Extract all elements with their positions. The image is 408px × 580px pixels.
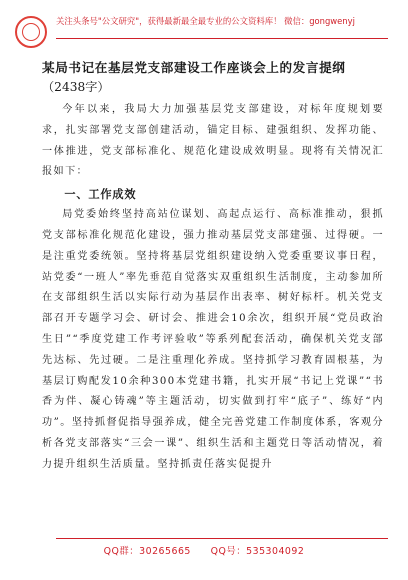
page-footer [0, 538, 408, 558]
section-heading: 一、工作成效 [64, 187, 137, 202]
header-divider [56, 38, 388, 39]
word-count: （2438字） [42, 80, 110, 94]
footer-divider [56, 538, 388, 539]
document-title: 某局书记在基层党支部建设工作座谈会上的发言提纲 [42, 60, 346, 75]
document-body [42, 100, 384, 476]
section-paragraph: 局党委始终坚持高站位谋划、高起点运行、高标准推动，狠抓党支部标准化规范化建设，强力推动基层党支部建强、过得硬。一是注重党委统领。坚持将基层党组织建设纳入党委重要议事日程，站党委“一班人”率先垂范自觉落实双重组织生活制度，主动参加所在支部组织生活以实际行动为基层作出表率、树好标杆。机关党支部召开专题学习会、研讨会、推进会10余次，组织开展“党员政治生日”“季度党建工作考评验收”等系列配套活动，确保机关党支部先达标、先过硬。二是注重理化养成。坚持抓学习教育固根基，为基层订购配发10余种300本党建书籍，扎实开展“书记上党课”“书香为伴、凝心铸魂”等主题活动，切实做到打牢“底子”、练好“内功”。坚持抓督促指导强养成，健全完善党建工作制度体系，客观分析各党支部落实“三会一课”、组织生活和主题党日等活动情况，着力提升组织生活质量。坚持抓责任落实促提升 [42, 209, 384, 470]
seal-inner-ring [22, 23, 40, 41]
seal-logo-icon [15, 16, 47, 48]
page-header [0, 10, 408, 44]
intro-paragraph: 今年以来，我局大力加强基层党支部建设，对标年度规划要求，扎实部署党支部创建活动，锚定目标、建强组织、发挥功能、一体推进，党支部标准化、规范化建设成效明显。现将有关情况汇报如下： [42, 104, 384, 178]
header-banner: 关注头条号"公文研究"，获得最新最全最专业的公文资料库！ 微信：gongwenyj [56, 16, 355, 26]
footer-contact: QQ群：30265665 QQ号：535304092 [103, 546, 305, 557]
